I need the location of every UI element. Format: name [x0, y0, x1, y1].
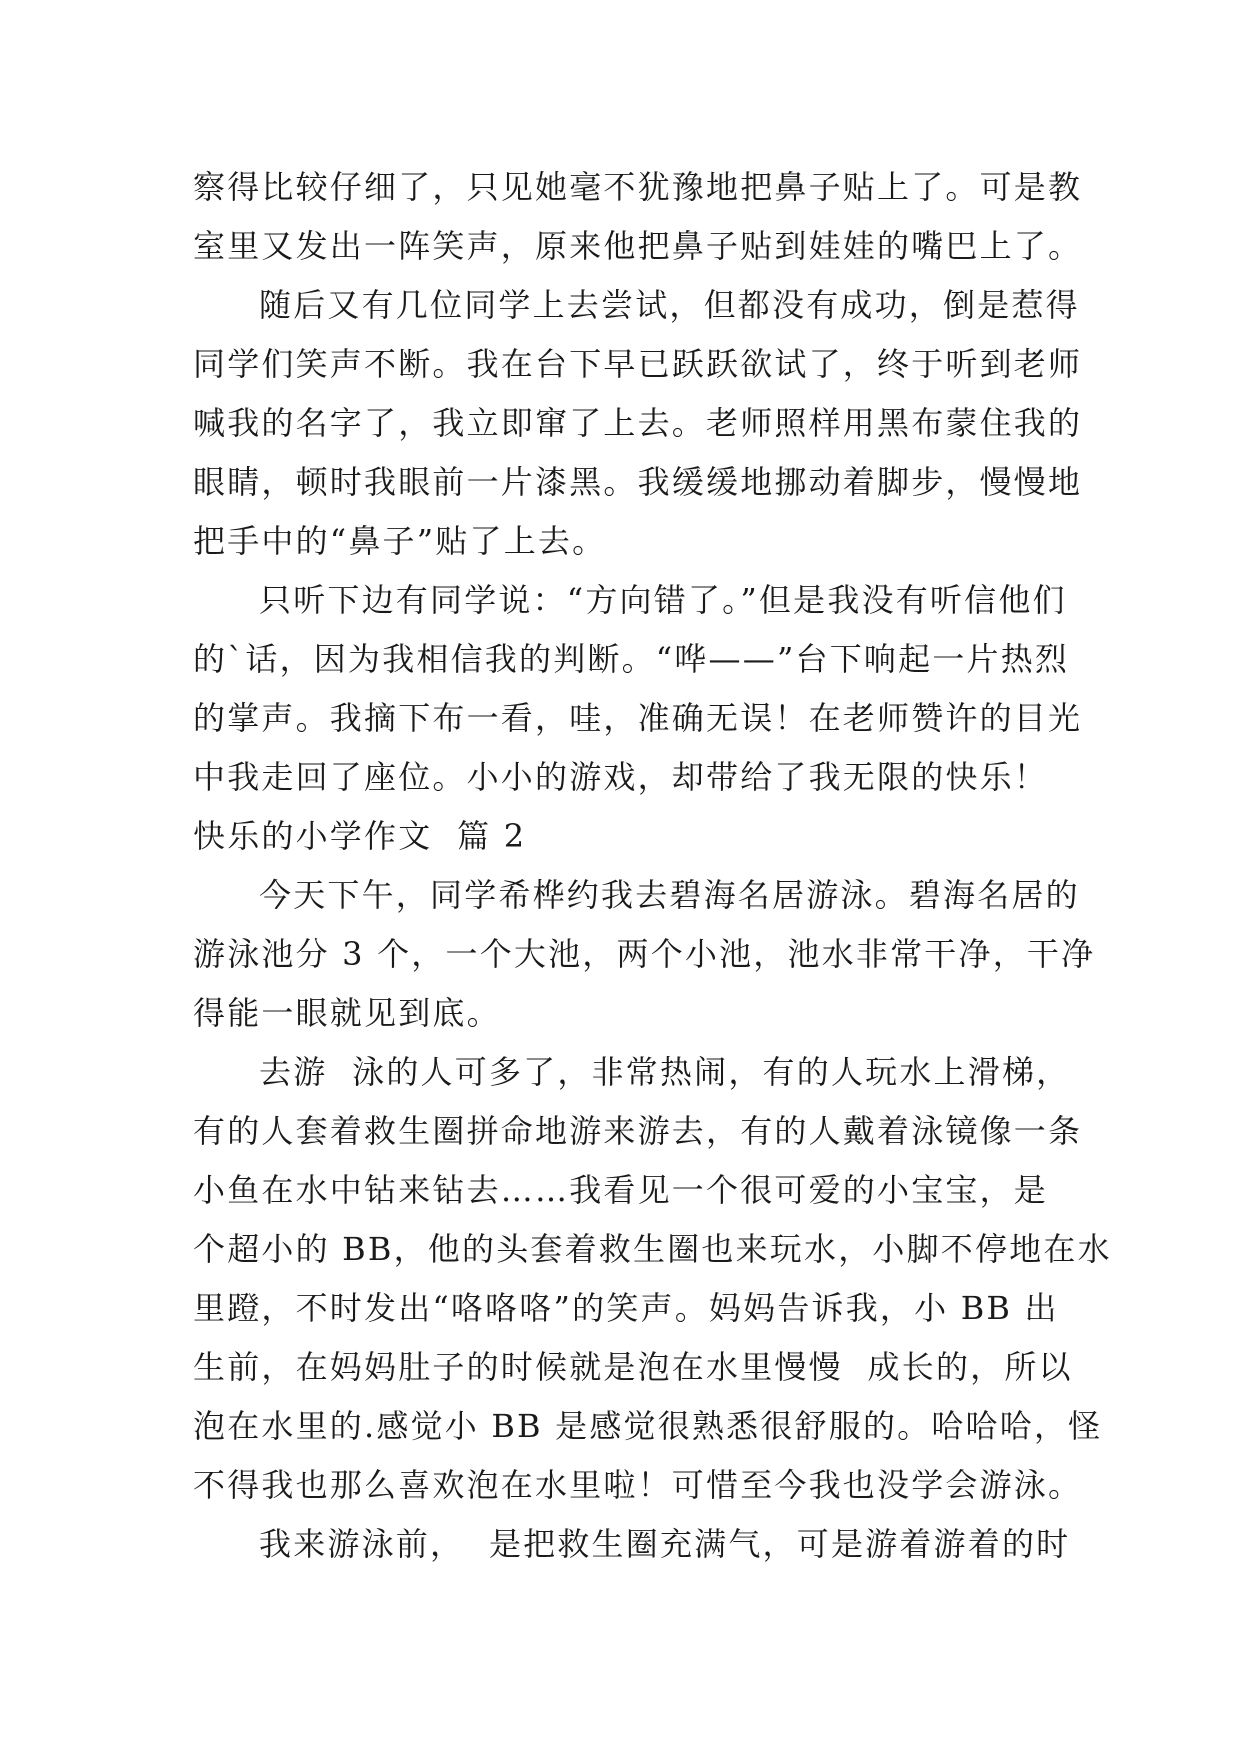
text-line: 里蹬，不时发出“咯咯咯”的笑声。妈妈告诉我，小 BB 出 — [193, 1289, 1059, 1327]
essay-body — [193, 158, 1112, 1574]
text-line: 小鱼在水中钻来钻去……我看见一个很可爱的小宝宝，是 — [193, 1171, 1049, 1209]
text-line: 喊我的名字了，我立即窜了上去。老师照样用黑布蒙住我的 — [193, 404, 1083, 442]
paragraph-first-line: 随后又有几位同学上去尝试，但都没有成功，倒是惹得 — [259, 286, 1080, 324]
text-line: 不得我也那么喜欢泡在水里啦！可惜至今我也没学会游泳。 — [193, 1466, 1083, 1504]
text-line: 得能一眼就见到底。 — [193, 994, 501, 1032]
text-line: 察得比较仔细了，只见她毫不犹豫地把鼻子贴上了。可是教 — [193, 168, 1083, 206]
text-line: 个超小的 BB，他的头套着救生圈也来玩水，小脚不停地在水 — [193, 1230, 1112, 1268]
section-heading: 快乐的小学作文 篇 2 — [193, 817, 527, 855]
text-line: 眼睛，顿时我眼前一片漆黑。我缓缓地挪动着脚步，慢慢地 — [193, 463, 1083, 501]
text-line: 有的人套着救生圈拼命地游来游去，有的人戴着泳镜像一条 — [193, 1112, 1083, 1150]
text-line: 游泳池分 3 个，一个大池，两个小池，池水非常干净，干净 — [193, 935, 1096, 973]
paragraph-first-line: 去游 泳的人可多了，非常热闹，有的人玩水上滑梯， — [259, 1053, 1071, 1091]
text-line: 把手中的“鼻子”贴了上去。 — [193, 522, 607, 560]
text-line: 室里又发出一阵笑声，原来他把鼻子贴到娃娃的嘴巴上了。 — [193, 227, 1083, 265]
text-line: 生前，在妈妈肚子的时候就是泡在水里慢慢 成长的，所以 — [193, 1348, 1073, 1386]
text-line: 的掌声。我摘下布一看，哇，准确无误！在老师赞许的目光 — [193, 699, 1083, 737]
text-line: 中我走回了座位。小小的游戏，却带给了我无限的快乐！ — [193, 758, 1049, 796]
text-line: 同学们笑声不断。我在台下早已跃跃欲试了，终于听到老师 — [193, 345, 1083, 383]
paragraph-first-line: 我来游泳前， 是把救生圈充满气，可是游着游着的时 — [259, 1525, 1071, 1563]
paragraph-first-line: 只听下边有同学说：“方向错了。”但是我没有听信他们 — [259, 581, 1067, 619]
text-line: 的`话，因为我相信我的判断。“哗——”台下响起一片热烈 — [193, 640, 1070, 678]
text-line: 泡在水里的.感觉小 BB 是感觉很熟悉很舒服的。哈哈哈，怪 — [193, 1407, 1103, 1445]
paragraph-first-line: 今天下午，同学希桦约我去碧海名居游泳。碧海名居的 — [259, 876, 1080, 914]
